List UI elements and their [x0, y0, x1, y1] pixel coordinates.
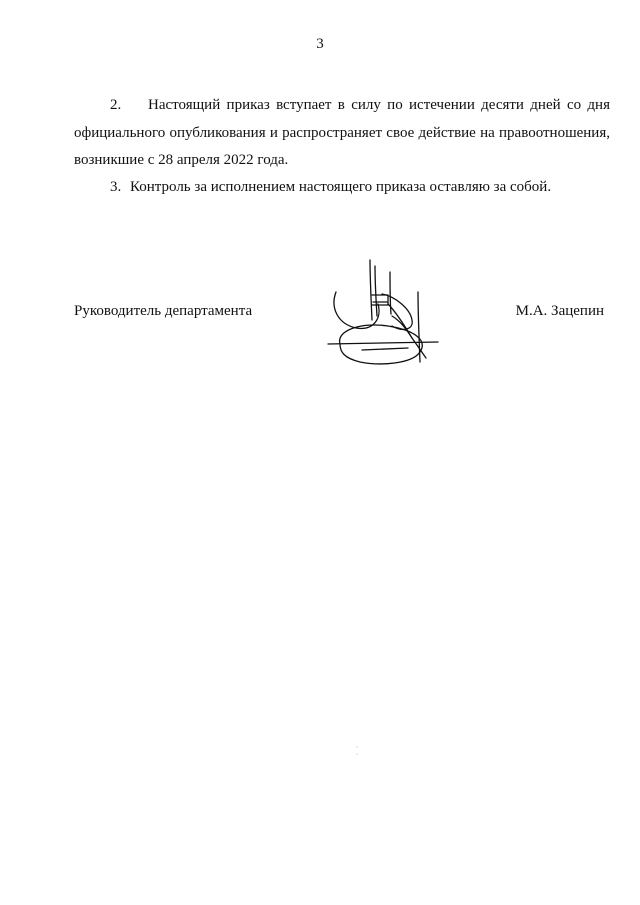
paragraph-3-text: Контроль за исполнением настоящего приказа оставляю за собой. — [130, 179, 552, 195]
scan-specks — [355, 745, 359, 757]
signatory-name: М.А. Зацепин — [515, 303, 604, 319]
paragraph-2-rest: официального опубликования и распространяет свое действие на правоотношения, возникшие с 28 апреля 2022 года. — [74, 124, 610, 168]
paragraph-2 — [74, 92, 610, 175]
signatory-title: Руководитель департамента — [74, 303, 253, 319]
paragraph-3-number: 3. — [110, 179, 122, 195]
page-number: 3 — [316, 36, 324, 52]
paragraph-2-line1: Настоящий приказ вступает в силу по истечении десяти дней со дня — [148, 97, 610, 113]
handwritten-signature — [322, 258, 442, 370]
paragraph-2-first-line — [74, 92, 610, 120]
paragraph-2-number: 2. — [110, 97, 122, 113]
paragraph-3 — [74, 174, 610, 202]
